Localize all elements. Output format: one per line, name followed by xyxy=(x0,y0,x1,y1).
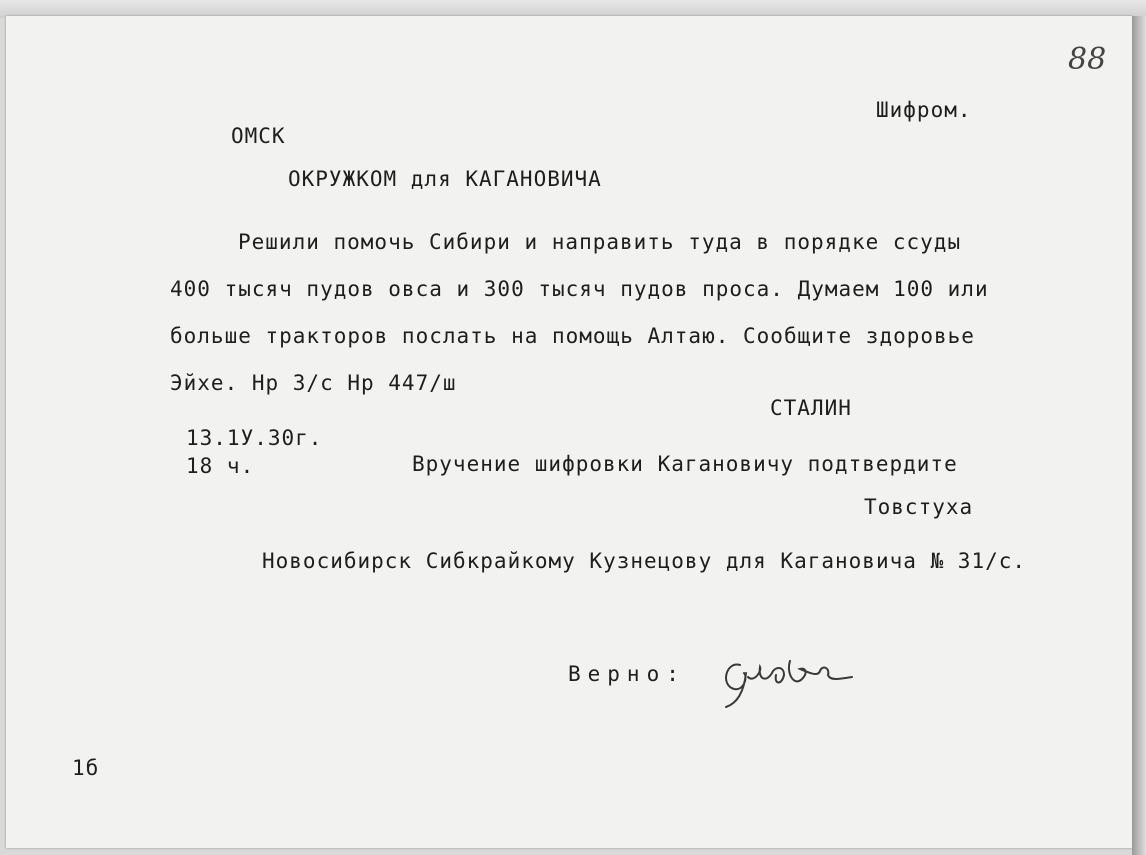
routing-line: Новосибирск Сибкрайкому Кузнецову для Кагановича № 31/с. xyxy=(262,549,1027,573)
document-sheet xyxy=(6,16,1132,848)
body-line-4: Эйхе. Нр 3/с Нр 447/ш xyxy=(170,371,457,395)
dispatch-date: 13.1У.30г. xyxy=(186,426,323,450)
certification-label: Верно: xyxy=(568,662,686,686)
scan-right-edge xyxy=(1132,16,1146,855)
dispatch-time: 18 ч. xyxy=(186,454,255,478)
body-line-2: 400 тысяч пудов овса и 300 тысяч пудов проса. Думаем 100 или xyxy=(170,277,989,301)
handwritten-signature xyxy=(718,643,858,713)
sender-signature-name: СТАЛИН xyxy=(770,396,852,420)
address-recipient: ОКРУЖКОМ для КАГАНОВИЧА xyxy=(288,167,602,191)
body-line-1: Решили помочь Сибири и направить туда в порядке ссуды xyxy=(238,230,962,254)
confirmation-request: Вручение шифровки Кагановичу подтвердите xyxy=(412,452,958,476)
page-number: 88 xyxy=(1068,42,1107,77)
sheet-number: 1б xyxy=(72,756,100,780)
confirmation-signer: Товстуха xyxy=(864,495,974,519)
address-city: ОМСК xyxy=(231,124,286,148)
body-line-3: больше тракторов послать на помощь Алтаю. Сообщите здоровье xyxy=(170,324,975,348)
encryption-mode: Шифром. xyxy=(876,98,972,122)
